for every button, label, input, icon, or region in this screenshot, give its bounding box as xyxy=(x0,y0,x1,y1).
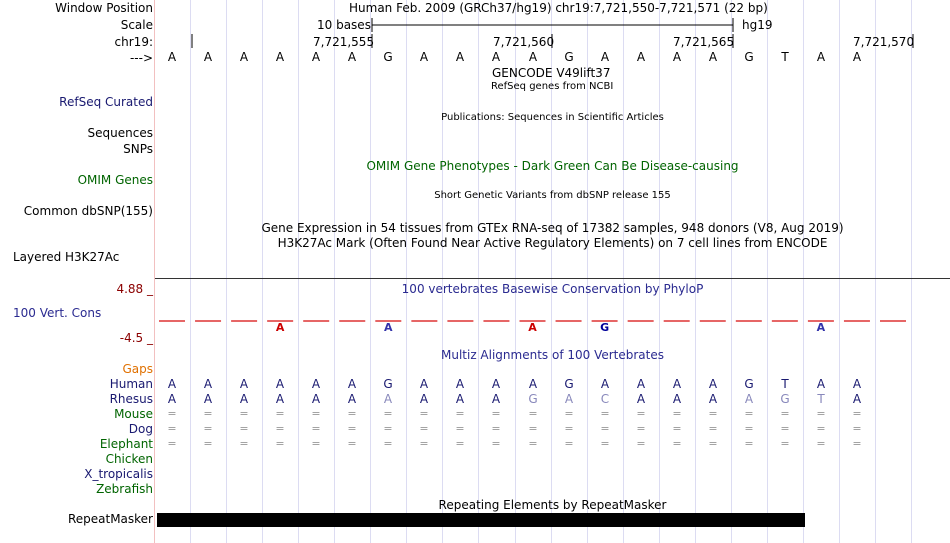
grid-line xyxy=(623,0,624,543)
alignment-base-elephant: = xyxy=(239,437,249,450)
alignment-base-rhesus: A xyxy=(455,392,465,406)
alignment-base-elephant: = xyxy=(816,437,826,450)
alignment-base-mouse: = xyxy=(311,407,321,420)
alignment-base-rhesus: T xyxy=(817,392,825,406)
conservation-plot xyxy=(0,300,950,350)
alignment-base-dog: = xyxy=(672,422,682,435)
alignment-base-rhesus: A xyxy=(744,392,754,406)
gencode-title[interactable]: GENCODE V49lift37 xyxy=(492,66,611,80)
repeat-title: Repeating Elements by RepeatMasker xyxy=(438,498,667,512)
alignment-base-human: A xyxy=(672,377,682,391)
alignment-base-elephant: = xyxy=(564,437,574,450)
conservation-logo-letter: A xyxy=(384,321,393,334)
base-letter: A xyxy=(708,50,718,64)
alignment-base-rhesus: A xyxy=(203,392,213,406)
grid-line xyxy=(298,0,299,543)
common-dbsnp-label[interactable]: Common dbSNP(155) xyxy=(23,204,153,218)
alignment-base-rhesus: A xyxy=(383,392,393,406)
alignment-base-human: A xyxy=(167,377,177,391)
base-letter: G xyxy=(383,50,393,64)
base-letter: A xyxy=(455,50,465,64)
alignment-base-dog: = xyxy=(528,422,538,435)
alignment-base-elephant: = xyxy=(383,437,393,450)
alignment-base-elephant: = xyxy=(528,437,538,450)
grid-line xyxy=(478,0,479,543)
alignment-base-dog: = xyxy=(636,422,646,435)
assembly-position-title: Human Feb. 2009 (GRCh37/hg19) chr19:7,721,550-7,721,571 (22 bp) xyxy=(349,1,768,15)
alignment-base-dog: = xyxy=(816,422,826,435)
base-letter: A xyxy=(852,50,862,64)
alignment-base-dog: = xyxy=(564,422,574,435)
alignment-base-mouse: = xyxy=(636,407,646,420)
alignment-base-mouse: = xyxy=(239,407,249,420)
grid-line xyxy=(334,0,335,543)
alignment-base-dog: = xyxy=(491,422,501,435)
base-letter: A xyxy=(239,50,249,64)
scale-text: 10 bases xyxy=(317,18,371,32)
alignment-base-rhesus: G xyxy=(528,392,538,406)
grid-line xyxy=(406,0,407,543)
track-boundary xyxy=(154,0,155,543)
alignment-base-rhesus: A xyxy=(311,392,321,406)
alignment-base-dog: = xyxy=(708,422,718,435)
alignment-base-mouse: = xyxy=(780,407,790,420)
alignment-base-dog: = xyxy=(311,422,321,435)
base-letter: A xyxy=(491,50,501,64)
alignment-base-mouse: = xyxy=(528,407,538,420)
coord-tick-label: 7,721,555 xyxy=(313,35,375,49)
alignment-base-mouse: = xyxy=(455,407,465,420)
alignment-base-human: A xyxy=(347,377,357,391)
alignment-base-elephant: = xyxy=(708,437,718,450)
alignment-base-mouse: = xyxy=(816,407,826,420)
coord-tick-label: 7,721,565 xyxy=(673,35,735,49)
h3k27-title: H3K27Ac Mark (Often Found Near Active Regulatory Elements) on 7 cell lines from ENCODE xyxy=(277,236,828,250)
alignment-base-dog: = xyxy=(419,422,429,435)
grid-line xyxy=(370,0,371,543)
alignment-base-human: A xyxy=(852,377,862,391)
base-letter: A xyxy=(311,50,321,64)
grid-line xyxy=(731,0,732,543)
alignment-base-mouse: = xyxy=(383,407,393,420)
grid-line xyxy=(695,0,696,543)
alignment-base-dog: = xyxy=(455,422,465,435)
alignment-base-dog: = xyxy=(780,422,790,435)
base-letter: A xyxy=(636,50,646,64)
conservation-logo-letter: A xyxy=(528,321,537,334)
species-rhesus-label[interactable]: Rhesus xyxy=(109,392,153,406)
grid-line xyxy=(767,0,768,543)
dbsnp-title: Short Genetic Variants from dbSNP release 155 xyxy=(434,190,671,201)
alignment-base-mouse: = xyxy=(347,407,357,420)
grid-line xyxy=(875,0,876,543)
vert-cons-label[interactable]: 100 Vert. Cons xyxy=(13,306,102,320)
grid-line xyxy=(262,0,263,543)
species-human-label[interactable]: Human xyxy=(109,377,153,391)
base-letter: G xyxy=(744,50,754,64)
conservation-logo-letter: G xyxy=(600,321,610,334)
alignment-base-mouse: = xyxy=(491,407,501,420)
coord-tick-label: 7,721,570 xyxy=(853,35,915,49)
alignment-base-elephant: = xyxy=(311,437,321,450)
alignment-base-rhesus: G xyxy=(780,392,790,406)
alignment-base-human: A xyxy=(816,377,826,391)
base-letter: A xyxy=(275,50,285,64)
alignment-base-human: A xyxy=(239,377,249,391)
species-elephant-label[interactable]: Elephant xyxy=(99,437,153,451)
alignment-base-rhesus: A xyxy=(167,392,177,406)
coord-tick-label: 7,721,560 xyxy=(493,35,555,49)
grid-line xyxy=(839,0,840,543)
base-letter: A xyxy=(203,50,213,64)
repeat-element-block[interactable] xyxy=(157,513,805,527)
grid-line xyxy=(911,0,912,543)
base-letter: A xyxy=(528,50,538,64)
alignment-base-mouse: = xyxy=(672,407,682,420)
alignment-base-human: A xyxy=(528,377,538,391)
alignment-base-mouse: = xyxy=(203,407,213,420)
conservation-logo-letter: A xyxy=(275,321,285,334)
alignment-base-dog: = xyxy=(203,422,213,435)
alignment-base-elephant: = xyxy=(600,437,610,450)
alignment-base-rhesus: A xyxy=(852,392,862,406)
window-position-label[interactable]: Window Position xyxy=(55,1,153,15)
scale-db: hg19 xyxy=(742,18,773,32)
species-xtropicalis-label[interactable]: X_tropicalis xyxy=(84,467,153,481)
alignment-base-mouse: = xyxy=(708,407,718,420)
species-chicken-label[interactable]: Chicken xyxy=(105,452,153,466)
alignment-base-dog: = xyxy=(275,422,285,435)
grid-line xyxy=(226,0,227,543)
alignment-base-elephant: = xyxy=(491,437,501,450)
alignment-base-human: A xyxy=(708,377,718,391)
alignment-base-elephant: = xyxy=(419,437,429,450)
cons-max-label: 4.88 _ xyxy=(116,282,153,296)
scale-bar xyxy=(0,0,950,60)
alignment-base-human: G xyxy=(564,377,574,391)
alignment-base-human: A xyxy=(600,377,610,391)
snps-label[interactable]: SNPs xyxy=(123,142,153,156)
base-letter: A xyxy=(419,50,429,64)
multiz-title: Multiz Alignments of 100 Vertebrates xyxy=(440,348,665,362)
alignment-base-human: A xyxy=(203,377,213,391)
cons-min-label: -4.5 _ xyxy=(119,331,153,345)
alignment-base-elephant: = xyxy=(203,437,213,450)
alignment-base-dog: = xyxy=(744,422,754,435)
alignment-base-rhesus: A xyxy=(708,392,718,406)
alignment-base-mouse: = xyxy=(852,407,862,420)
phylop-title: 100 vertebrates Basewise Conservation by PhyloP xyxy=(401,282,704,296)
alignment-base-elephant: = xyxy=(275,437,285,450)
alignment-base-rhesus: A xyxy=(239,392,249,406)
alignment-base-rhesus: A xyxy=(347,392,357,406)
track-separator xyxy=(155,278,950,279)
alignment-base-dog: = xyxy=(383,422,393,435)
grid-line xyxy=(659,0,660,543)
refseq-curated-label[interactable]: RefSeq Curated xyxy=(59,95,153,109)
base-letter: G xyxy=(564,50,574,64)
alignment-base-mouse: = xyxy=(167,407,177,420)
base-letter: A xyxy=(347,50,357,64)
grid-line xyxy=(442,0,443,543)
alignment-base-human: A xyxy=(419,377,429,391)
alignment-base-human: T xyxy=(781,377,789,391)
alignment-base-mouse: = xyxy=(564,407,574,420)
conservation-logo-letter: A xyxy=(816,321,826,334)
base-letter: T xyxy=(781,50,789,64)
base-letter: A xyxy=(672,50,682,64)
alignment-base-dog: = xyxy=(852,422,862,435)
sequences-label[interactable]: Sequences xyxy=(87,126,153,140)
alignment-base-dog: = xyxy=(239,422,249,435)
alignment-base-rhesus: A xyxy=(564,392,574,406)
base-letter: A xyxy=(167,50,177,64)
refseq-subtitle: RefSeq genes from NCBI xyxy=(491,81,614,92)
alignment-base-dog: = xyxy=(600,422,610,435)
alignment-base-elephant: = xyxy=(455,437,465,450)
alignment-base-human: A xyxy=(455,377,465,391)
alignment-base-elephant: = xyxy=(852,437,862,450)
species-zebrafish-label[interactable]: Zebrafish xyxy=(96,482,153,496)
alignment-base-dog: = xyxy=(347,422,357,435)
alignment-base-rhesus: A xyxy=(636,392,646,406)
species-dog-label[interactable]: Dog xyxy=(128,422,153,436)
repeatmasker-label[interactable]: RepeatMasker xyxy=(67,512,153,526)
base-letter: A xyxy=(600,50,610,64)
alignment-base-rhesus: A xyxy=(491,392,501,406)
alignment-base-rhesus: A xyxy=(672,392,682,406)
alignment-base-human: A xyxy=(491,377,501,391)
scale-label[interactable]: Scale xyxy=(120,18,153,32)
alignment-base-rhesus: C xyxy=(600,392,610,406)
alignment-base-rhesus: A xyxy=(419,392,429,406)
grid-line xyxy=(803,0,804,543)
alignment-base-mouse: = xyxy=(600,407,610,420)
alignment-base-elephant: = xyxy=(780,437,790,450)
layered-h3k27ac-label[interactable]: Layered H3K27Ac xyxy=(13,250,120,264)
species-mouse-label[interactable]: Mouse xyxy=(114,407,153,421)
omim-title: OMIM Gene Phenotypes - Dark Green Can Be Disease-causing xyxy=(366,159,739,173)
alignment-base-human: G xyxy=(744,377,754,391)
alignment-base-human: A xyxy=(275,377,285,391)
alignment-base-elephant: = xyxy=(347,437,357,450)
alignment-base-elephant: = xyxy=(744,437,754,450)
alignment-base-mouse: = xyxy=(744,407,754,420)
alignment-base-mouse: = xyxy=(275,407,285,420)
alignment-base-mouse: = xyxy=(419,407,429,420)
alignment-base-human: A xyxy=(311,377,321,391)
gtex-title: Gene Expression in 54 tissues from GTEx RNA-seq of 17382 samples, 948 donors (V8, Aug 2019) xyxy=(261,221,844,235)
gaps-label[interactable]: Gaps xyxy=(122,362,153,376)
chrom-label[interactable]: chr19: xyxy=(114,35,153,49)
alignment-base-elephant: = xyxy=(636,437,646,450)
alignment-base-human: A xyxy=(636,377,646,391)
alignment-base-elephant: = xyxy=(672,437,682,450)
alignment-base-dog: = xyxy=(167,422,177,435)
publications-title: Publications: Sequences in Scientific Articles xyxy=(441,112,664,123)
alignment-base-elephant: = xyxy=(167,437,177,450)
alignment-base-human: G xyxy=(383,377,393,391)
omim-genes-label[interactable]: OMIM Genes xyxy=(77,173,153,187)
grid-line xyxy=(190,0,191,543)
alignment-base-rhesus: A xyxy=(275,392,285,406)
base-letter: A xyxy=(816,50,826,64)
strand-label[interactable]: ---> xyxy=(129,51,153,65)
